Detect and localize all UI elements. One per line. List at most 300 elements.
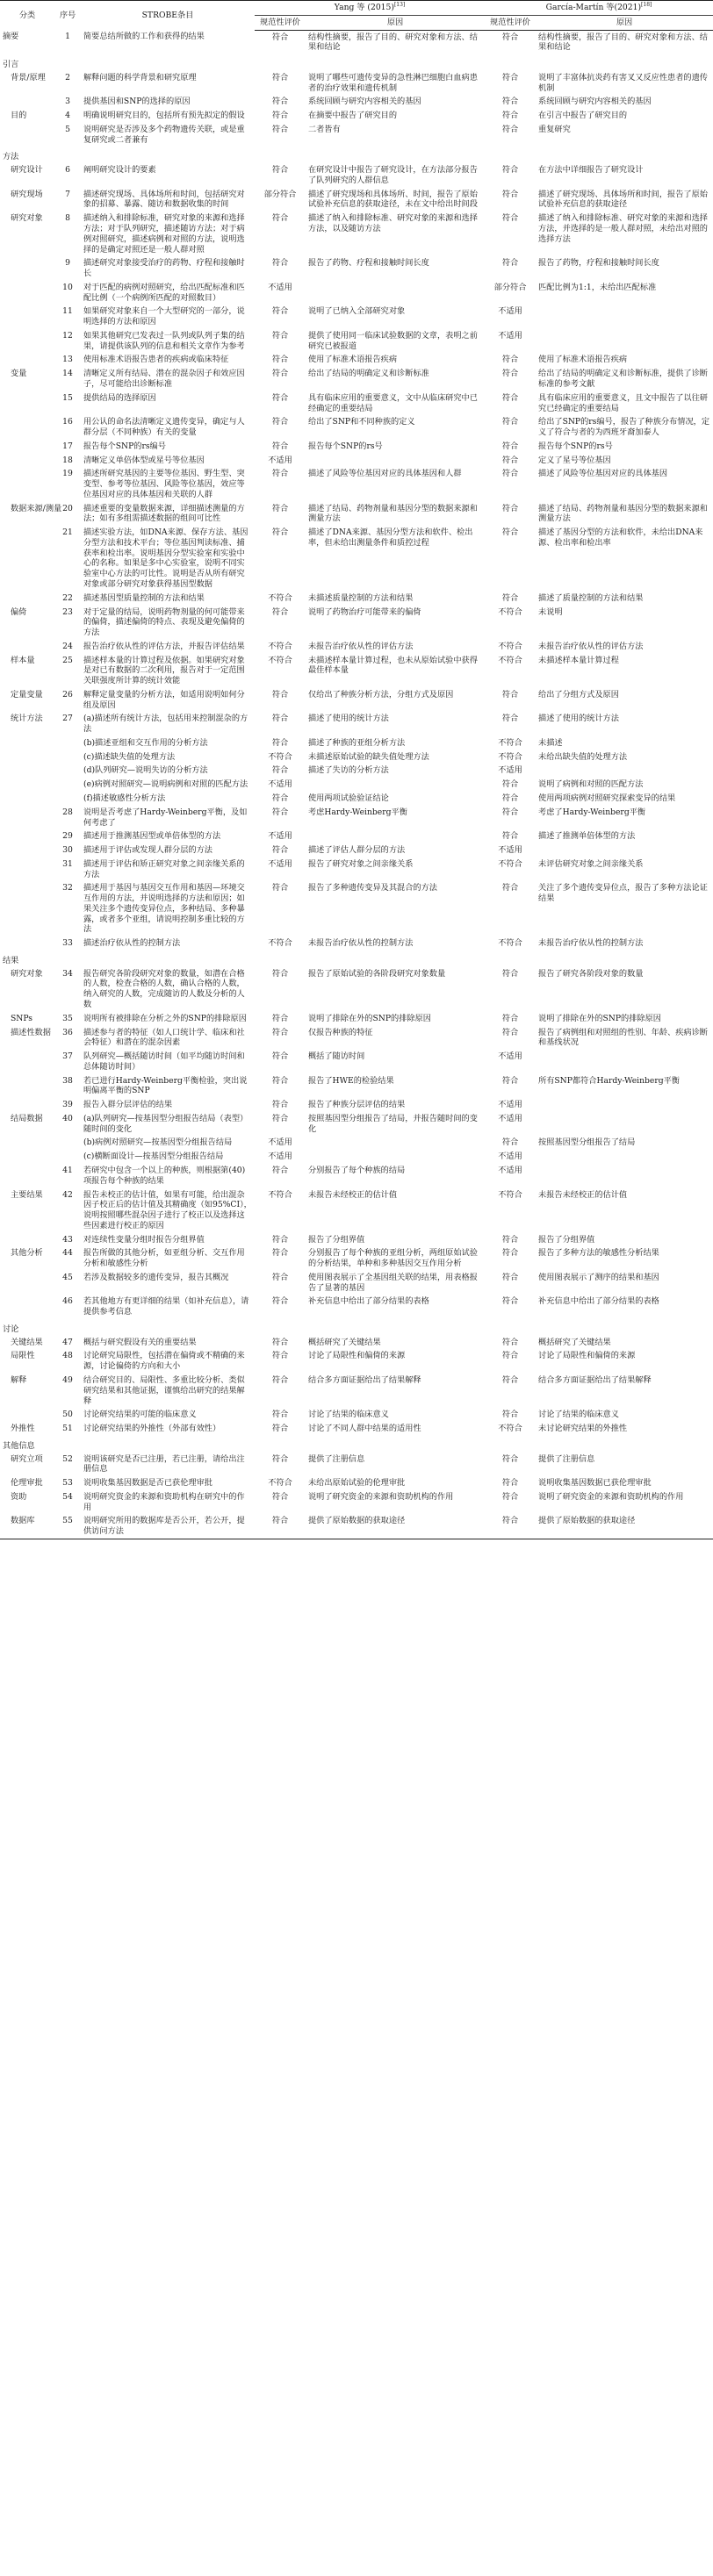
garcia-eval-cell: 符合 <box>501 213 519 224</box>
header-yang <box>255 1 485 16</box>
yang-eval-cell: 符合 <box>271 369 289 379</box>
item-cell: 描述用于推测基因型或单倍体型的方法 <box>83 831 221 842</box>
table-row <box>0 1295 713 1319</box>
table-row <box>0 1490 713 1515</box>
garcia-eval-cell: 符合 <box>501 793 519 803</box>
yang-reason-cell: 未报告治疗依从性的控制方法 <box>308 938 414 949</box>
number-cell: 12 <box>62 330 73 341</box>
item-cell: (b)描述亚组和交互作用的分析方法 <box>83 737 208 748</box>
table-row <box>0 829 713 843</box>
category-cell <box>0 440 54 454</box>
item-cell: 报告所做的其他分析，如亚组分析、交互作用分析和敏感性分析 <box>83 1248 245 1269</box>
table-row <box>0 843 713 857</box>
yang-reason-cell: 描述了使用的统计方法 <box>308 714 389 724</box>
garcia-reason-cell <box>536 1098 713 1112</box>
number-cell <box>54 778 81 792</box>
category-cell: 数据库 <box>0 1514 54 1539</box>
garcia-reason-cell: 说明收集基因数据已获伦理审批 <box>538 1478 652 1489</box>
yang-reason-cell: 报告每个SNP的rs号 <box>308 441 383 451</box>
category-cell: 研究立项 <box>11 1453 43 1464</box>
garcia-reason-cell: 报告了病例组和对照组的性别、年龄、疾病诊断和基线状况 <box>538 1027 708 1048</box>
category-cell <box>0 1098 54 1112</box>
yang-eval-cell: 符合 <box>271 1027 289 1037</box>
item-cell: 报告研究各阶段研究对象的数量，如潜在合格的人数，检查合格的人数，确认合格的人数，纳入研究的人数，完成随访的人数及分析的人数 <box>83 968 245 1010</box>
yang-reason-cell: 说明了哪些可遗传变异的急性淋巴细胞白血病患者的治疗效果和遗传机制 <box>308 72 478 93</box>
item-cell: 描述实验方法，如DNA来源、保存方法、基因分型方法和技术平台；等位基因判读标准、捕获率和检出率。说明基因分型实验室和实验中心的名称。如果是多中心实验室，说明不同实验室中心方法的可比性。说明是否从所有研究对象或部分研究对象获得基因型数据 <box>83 527 248 589</box>
number-cell: 40 <box>62 1113 73 1123</box>
garcia-reason-cell: 提供了注册信息 <box>538 1453 595 1464</box>
table-row <box>0 188 713 212</box>
number-cell: 32 <box>62 883 73 893</box>
garcia-reason-cell: 描述了推测单倍体型的方法 <box>538 831 636 842</box>
garcia-reason-cell: 给出了分组方式及原因 <box>538 689 619 700</box>
item-cell: 阐明研究设计的要素 <box>83 165 156 176</box>
yang-eval-cell: 不符合 <box>268 592 292 603</box>
yang-reason-cell <box>306 778 485 792</box>
garcia-eval-cell: 符合 <box>501 1478 519 1489</box>
number-cell: 38 <box>62 1075 73 1086</box>
number-cell: 7 <box>65 189 70 199</box>
item-cell: 提供结局的选择原因 <box>83 392 156 403</box>
garcia-eval-cell: 符合 <box>501 1410 519 1420</box>
item-cell: 报告入群分层评估的结果 <box>83 1100 173 1110</box>
item-cell: 若已进行Hardy-Weinberg平衡检验，突出说明偏离平衡的SNP <box>83 1075 248 1096</box>
garcia-eval-cell: 符合 <box>501 258 519 269</box>
item-cell: 说明收集基因数据是否已获伦理审批 <box>83 1478 212 1489</box>
garcia-eval-cell: 符合 <box>501 1453 519 1464</box>
garcia-reason-cell: 未说明 <box>538 606 563 617</box>
number-cell: 47 <box>62 1337 73 1347</box>
table-row <box>0 1074 713 1099</box>
number-cell: 51 <box>62 1424 73 1434</box>
table-row <box>0 502 713 527</box>
category-cell: 研究设计 <box>11 165 43 176</box>
garcia-eval-cell: 符合 <box>501 32 519 42</box>
garcia-eval-cell: 不符合 <box>498 655 522 665</box>
table-row <box>0 1336 713 1350</box>
number-cell: 6 <box>65 165 70 176</box>
section-row <box>0 54 713 71</box>
yang-reason-cell: 描述了纳入和排除标准、研究对象的来源和选择方法，以及随访方法 <box>308 213 478 234</box>
yang-eval-cell: 符合 <box>271 97 289 107</box>
number-cell: 18 <box>62 455 73 465</box>
yang-reason-cell: 未描述原始试验的缺失值处理方法 <box>308 751 429 762</box>
header-garcia-ref: [18] <box>641 1 652 8</box>
header-category: 分类 <box>0 1 54 31</box>
item-cell: 描述重要的变量数据来源，详细描述测量的方法；如有多组需描述数据的组间可比性 <box>83 503 245 524</box>
yang-eval-cell: 不适用 <box>268 1137 292 1148</box>
number-cell: 15 <box>62 392 73 403</box>
yang-reason-cell: 给出了SNP和不同种族的定义 <box>308 417 415 427</box>
yang-eval-cell: 符合 <box>271 737 289 748</box>
yang-eval-cell: 不符合 <box>268 938 292 949</box>
category-cell: SNPs <box>11 1013 32 1023</box>
yang-reason-cell <box>306 1136 485 1150</box>
yang-reason-cell: 报告了多种遗传变异及其混合的方法 <box>308 883 437 893</box>
item-cell: 对于匹配的病例对照研究，给出匹配标准和匹配比例（一个病例所匹配的对照数目） <box>83 282 245 303</box>
garcia-eval-cell: 不符合 <box>498 1189 522 1200</box>
garcia-eval-cell: 符合 <box>485 1514 536 1539</box>
header-yang-title: Yang 等 (2015) <box>334 3 394 12</box>
garcia-eval-cell: 不符合 <box>498 1424 522 1434</box>
table-row <box>0 750 713 764</box>
category-cell <box>0 1050 54 1074</box>
item-cell: 解释问题的科学背景和研究原理 <box>83 72 197 83</box>
number-cell: 22 <box>62 592 73 603</box>
garcia-reason-cell: 按照基因型分组报告了结局 <box>538 1137 636 1148</box>
yang-eval-cell: 符合 <box>271 469 289 479</box>
yang-reason-cell: 使用两项试验验证结论 <box>308 793 389 803</box>
category-cell: 偏倚 <box>11 606 27 617</box>
table-row <box>0 467 713 501</box>
yang-reason-cell: 系统回顾与研究内容相关的基因 <box>308 97 421 107</box>
yang-reason-cell <box>306 281 485 305</box>
category-cell <box>0 736 54 750</box>
category-cell <box>0 1136 54 1150</box>
number-cell: 5 <box>65 124 70 134</box>
yang-eval-cell: 不适用 <box>268 779 292 790</box>
yang-eval-cell: 符合 <box>271 1374 289 1385</box>
garcia-eval-cell: 符合 <box>501 1491 519 1502</box>
table-row <box>0 71 713 96</box>
garcia-reason-cell: 在引言中报告了研究目的 <box>538 111 628 121</box>
garcia-eval-cell: 不适用 <box>498 1165 522 1175</box>
header-yang-reason: 原因 <box>306 15 485 30</box>
number-cell: 39 <box>62 1100 73 1110</box>
garcia-reason-cell: 描述了风险等位基因对应的具体基因 <box>538 469 668 479</box>
number-cell: 36 <box>62 1027 73 1037</box>
garcia-eval-cell: 符合 <box>501 165 519 176</box>
garcia-eval-cell: 不符合 <box>498 606 522 617</box>
yang-eval-cell: 符合 <box>271 213 289 224</box>
item-cell: (a)描述所有统计方法，包括用来控制混杂的方法 <box>83 714 248 735</box>
yang-eval-cell: 不符合 <box>268 1478 292 1489</box>
table-row <box>0 1422 713 1436</box>
category-cell <box>0 454 54 468</box>
yang-reason-cell: 报告了药物、疗程和接触时间长度 <box>308 258 429 269</box>
number-cell: 52 <box>62 1453 73 1464</box>
number-cell <box>54 750 81 764</box>
table-row <box>0 806 713 830</box>
garcia-eval-cell: 符合 <box>501 1137 519 1148</box>
yang-eval-cell: 不适用 <box>268 1152 292 1162</box>
garcia-eval-cell: 符合 <box>501 831 519 842</box>
table-row <box>0 654 713 688</box>
number-cell <box>54 1150 81 1164</box>
yang-eval-cell: 符合 <box>271 765 289 776</box>
number-cell: 19 <box>62 469 73 479</box>
garcia-eval-cell: 不符合 <box>498 858 522 869</box>
table-row <box>0 1150 713 1164</box>
table-row <box>0 163 713 188</box>
table-row <box>0 881 713 936</box>
yang-eval-cell: 符合 <box>271 714 289 724</box>
yang-eval-cell: 符合 <box>271 441 289 451</box>
yang-eval-cell: 符合 <box>271 1337 289 1347</box>
item-cell: 如果其他研究已发表过一队列或队列子集的结果，请提供该队列的信息和相关文章作为参考 <box>83 330 245 351</box>
garcia-reason-cell: 使用图表展示了测序的结果和基因 <box>538 1272 659 1282</box>
category-cell: 局限性 <box>11 1351 35 1361</box>
table-row <box>0 1408 713 1422</box>
category-cell <box>0 792 54 806</box>
yang-eval-cell: 符合 <box>271 165 289 176</box>
garcia-reason-cell <box>536 764 713 778</box>
garcia-reason-cell: 未报告治疗依从性的控制方法 <box>538 938 644 949</box>
garcia-reason-cell: 描述了质量控制的方法和结果 <box>538 592 644 603</box>
garcia-reason-cell: 讨论了结果的临床意义 <box>538 1410 619 1420</box>
item-cell: 用公认的命名法清晰定义遗传变异，确定与人群分层（不同种族）有关的变量 <box>83 417 245 438</box>
yang-reason-cell: 使用图表展示了全基因组关联的结果，用表格报告了显著的基因 <box>308 1272 478 1293</box>
item-cell: (d)队列研究—说明失访的分析方法 <box>83 765 208 776</box>
number-cell: 25 <box>62 655 73 665</box>
number-cell: 1 <box>65 32 70 42</box>
category-cell: 关键结果 <box>11 1337 43 1347</box>
yang-reason-cell: 说明了排除在外的SNP的排除原因 <box>308 1013 431 1023</box>
yang-eval-cell: 符合 <box>271 111 289 121</box>
yang-reason-cell: 报告了HWE的检验结果 <box>308 1075 394 1086</box>
garcia-eval-cell: 符合 <box>501 503 519 513</box>
item-cell: 清晰定义单倍体型或星号等位基因 <box>83 455 205 465</box>
number-cell: 55 <box>54 1514 81 1539</box>
table-row <box>0 1188 713 1233</box>
category-cell: 样本量 <box>11 655 35 665</box>
garcia-eval-cell: 符合 <box>501 369 519 379</box>
number-cell: 42 <box>62 1189 73 1200</box>
number-cell: 17 <box>62 441 73 451</box>
yang-eval-cell: 符合 <box>271 1051 289 1062</box>
header-garcia <box>485 1 713 16</box>
garcia-eval-cell: 符合 <box>501 1248 519 1259</box>
yang-reason-cell: 仅给出了种族分析方法，分组方式及原因 <box>308 689 454 700</box>
yang-reason-cell: 未给出原始试验的伦理审批 <box>308 1478 406 1489</box>
yang-eval-cell: 符合 <box>255 1514 306 1539</box>
table-row <box>0 1112 713 1137</box>
table-header <box>0 1 713 31</box>
item-cell: (c)描述缺失值的处理方法 <box>83 751 176 762</box>
garcia-reason-cell <box>536 1164 713 1188</box>
table-row <box>0 256 713 281</box>
yang-eval-cell: 符合 <box>271 793 289 803</box>
yang-eval-cell: 符合 <box>271 1013 289 1023</box>
table-row <box>0 857 713 882</box>
garcia-reason-cell: 定义了星号等位基因 <box>538 455 611 465</box>
yang-reason-cell: 给出了结局的明确定义和诊断标准 <box>308 369 429 379</box>
yang-eval-cell: 不符合 <box>268 641 292 651</box>
number-cell: 48 <box>62 1351 73 1361</box>
yang-reason-cell: 二者皆有 <box>308 124 341 134</box>
category-cell <box>0 936 54 951</box>
header-garcia-title: García-Martín 等(2021) <box>545 3 642 12</box>
header-yang-ref: [13] <box>393 1 406 8</box>
garcia-eval-cell: 符合 <box>501 779 519 790</box>
category-cell <box>0 391 54 416</box>
garcia-reason-cell: 报告了多种方法的敏感性分析结果 <box>538 1248 659 1259</box>
item-cell: 对连续性变量分组时报告分组界值 <box>83 1234 205 1245</box>
item-cell: 解释定量变量的分析方法，如适用说明如何分组及原因 <box>83 689 245 710</box>
yang-eval-cell: 符合 <box>271 1351 289 1361</box>
table-row <box>0 1246 713 1271</box>
garcia-reason-cell: 补充信息中给出了部分结果的表格 <box>538 1296 659 1307</box>
item-cell: 说明该研究是否已注册，若已注册，请给出注册信息 <box>83 1453 245 1475</box>
number-cell: 46 <box>62 1296 73 1307</box>
garcia-reason-cell: 关注了多个遗传变异位点，报告了多种方法论证结果 <box>538 883 708 904</box>
table-row <box>0 1050 713 1074</box>
table-row <box>0 1012 713 1026</box>
yang-reason-cell: 说明了研究资金的来源和资助机构的作用 <box>308 1491 454 1502</box>
number-cell: 13 <box>62 355 73 365</box>
yang-eval-cell: 符合 <box>271 1491 289 1502</box>
item-cell: 简要总结所做的工作和获得的结果 <box>83 32 205 42</box>
item-cell: 报告每个SNP的rs编号 <box>83 441 166 451</box>
yang-eval-cell: 不符合 <box>268 751 292 762</box>
table-row <box>0 606 713 640</box>
section-title: 其他信息 <box>3 1440 35 1451</box>
category-cell <box>0 1074 54 1099</box>
item-cell: 描述样本量的计算过程及依据。如果研究对象是对已有数据的二次利用，报告对于一定范围关联强度所计算的统计效能 <box>83 655 245 686</box>
item-cell: 提供基因和SNP的选择的原因 <box>83 97 191 107</box>
category-cell: 其他分析 <box>11 1248 43 1259</box>
table-row <box>0 764 713 778</box>
table-body <box>0 30 713 1539</box>
garcia-eval-cell: 不适用 <box>498 330 522 341</box>
garcia-reason-cell: 描述了使用的统计方法 <box>538 714 619 724</box>
category-cell: 结局数据 <box>11 1113 43 1123</box>
garcia-eval-cell: 符合 <box>501 97 519 107</box>
yang-reason-cell: 描述了失访的分析方法 <box>308 765 389 776</box>
category-cell <box>0 1150 54 1164</box>
garcia-eval-cell: 符合 <box>501 1234 519 1245</box>
table-row <box>0 454 713 468</box>
garcia-reason-cell: 讨论了局限性和偏倚的来源 <box>538 1351 636 1361</box>
table-row <box>0 1026 713 1051</box>
garcia-eval-cell: 符合 <box>501 527 519 538</box>
yang-reason-cell: 描述了风险等位基因对应的具体基因和人群 <box>308 469 462 479</box>
yang-reason-cell: 报告了分组界值 <box>308 1234 365 1245</box>
number-cell <box>54 792 81 806</box>
garcia-eval-cell: 符合 <box>501 1075 519 1086</box>
garcia-eval-cell: 符合 <box>501 455 519 465</box>
garcia-reason-cell: 在方法中详细报告了研究设计 <box>538 165 644 176</box>
yang-eval-cell: 符合 <box>271 32 289 42</box>
category-cell: 研究对象 <box>11 968 43 979</box>
yang-eval-cell: 符合 <box>271 392 289 403</box>
garcia-reason-cell: 未讨论研究结果的外推性 <box>538 1424 628 1434</box>
section-title: 讨论 <box>3 1324 19 1334</box>
yang-reason-cell: 仅报告种族的特征 <box>308 1027 373 1037</box>
category-cell: 研究现场 <box>11 189 43 199</box>
category-cell: 描述性数据 <box>11 1027 51 1037</box>
item-cell: 讨论研究结果的外推性（外部有效性） <box>83 1424 221 1434</box>
garcia-reason-cell: 未给出缺失值的处理方法 <box>538 751 628 762</box>
table-row <box>0 1453 713 1477</box>
category-cell <box>0 829 54 843</box>
garcia-eval-cell: 不适用 <box>498 845 522 856</box>
table-row <box>0 526 713 592</box>
number-cell: 30 <box>62 845 73 856</box>
garcia-eval-cell: 符合 <box>501 1351 519 1361</box>
category-cell: 统计方法 <box>11 714 43 724</box>
category-cell: 摘要 <box>3 32 19 42</box>
item-cell: 说明研究所用的数据库是否公开，若公开，提供访问方法 <box>81 1514 255 1539</box>
category-cell <box>0 526 54 592</box>
number-cell <box>54 736 81 750</box>
yang-eval-cell: 符合 <box>271 1075 289 1086</box>
number-cell: 54 <box>62 1491 73 1502</box>
category-cell: 外推性 <box>11 1424 35 1434</box>
section-row <box>0 951 713 967</box>
yang-eval-cell: 符合 <box>271 606 289 617</box>
item-cell: 若其他地方有更详细的结果（如补充信息），请提供参考信息 <box>83 1296 249 1317</box>
category-cell: 目的 <box>11 111 27 121</box>
garcia-reason-cell: 给出了SNP的rs编号，报告了种族分布情况，定义了符合与者的为西班牙裔加泰人 <box>538 417 710 438</box>
table-row <box>0 329 713 354</box>
yang-reason-cell: 在摘要中报告了研究目的 <box>308 111 398 121</box>
number-cell: 34 <box>62 968 73 979</box>
item-cell: 描述基因型质量控制的方法和结果 <box>83 592 205 603</box>
item-cell: (a)队列研究—按基因型分组报告结局（表型）随时间的变化 <box>83 1113 248 1134</box>
yang-reason-cell: 概括研究了关键结果 <box>308 1337 381 1347</box>
category-cell: 主要结果 <box>11 1189 43 1200</box>
garcia-reason-cell: 说明了研究资金的来源和资助机构的作用 <box>538 1491 684 1502</box>
garcia-eval-cell: 部分符合 <box>493 282 527 292</box>
yang-reason-cell: 讨论了不同人群中结果的适用性 <box>308 1424 421 1434</box>
yang-eval-cell: 符合 <box>271 1272 289 1282</box>
garcia-reason-cell: 结合多方面证据给出了结果解释 <box>538 1374 652 1385</box>
garcia-eval-cell: 不符合 <box>498 938 522 949</box>
garcia-reason-cell: 未描述 <box>538 737 563 748</box>
number-cell: 29 <box>62 831 73 842</box>
category-cell <box>0 1233 54 1247</box>
garcia-eval-cell: 符合 <box>501 441 519 451</box>
category-cell <box>0 1164 54 1188</box>
garcia-reason-cell: 具有临床应用的重要意义，且文中报告了以往研究已经确定的重要结局 <box>538 392 708 413</box>
item-cell: 若研究中包含一个以上的种族，则根据第(40)项报告每个种族的结果 <box>83 1165 246 1186</box>
garcia-reason-cell: 报告了分组界值 <box>538 1234 595 1245</box>
garcia-reason-cell: 描述了研究现场、具体场所和时间，报告了原始试验补充信息的获取途径 <box>538 189 708 210</box>
category-cell <box>0 353 54 367</box>
table-row <box>0 1098 713 1112</box>
yang-reason-cell: 未描述质量控制的方法和结果 <box>308 592 414 603</box>
yang-reason-cell: 提供了原始数据的获取途径 <box>306 1514 485 1539</box>
table-row <box>0 1136 713 1150</box>
yang-eval-cell: 符合 <box>271 807 289 817</box>
header-item: STROBE条目 <box>81 1 255 31</box>
category-cell <box>0 415 54 440</box>
section-title: 方法 <box>3 152 19 162</box>
yang-reason-cell: 未描述样本量计算过程，也未从原始试验中获得最佳样本量 <box>308 655 478 676</box>
header-yang-eval: 规范性评价 <box>255 15 306 30</box>
category-cell <box>0 281 54 305</box>
table-row <box>0 415 713 440</box>
yang-eval-cell: 不适用 <box>268 455 292 465</box>
yang-reason-cell: 结合多方面证据给出了结果解释 <box>308 1374 421 1385</box>
header-garcia-eval: 规范性评价 <box>485 15 536 30</box>
table-row <box>0 212 713 256</box>
table-row <box>0 305 713 329</box>
number-cell: 27 <box>62 714 73 724</box>
yang-eval-cell: 符合 <box>271 527 289 538</box>
garcia-eval-cell: 符合 <box>501 1296 519 1307</box>
garcia-reason-cell: 未报告未经校正的估计值 <box>538 1189 628 1200</box>
category-cell: 定量变量 <box>11 689 43 700</box>
table-row <box>0 967 713 1012</box>
category-cell <box>0 857 54 882</box>
number-cell: 53 <box>62 1478 73 1489</box>
item-cell: (f)描述敏感性分析方法 <box>83 793 166 803</box>
garcia-reason-cell: 重复研究 <box>538 124 571 134</box>
item-cell: 使用标准术语报告患者的疾病或临床特征 <box>83 355 229 365</box>
number-cell: 44 <box>62 1248 73 1259</box>
